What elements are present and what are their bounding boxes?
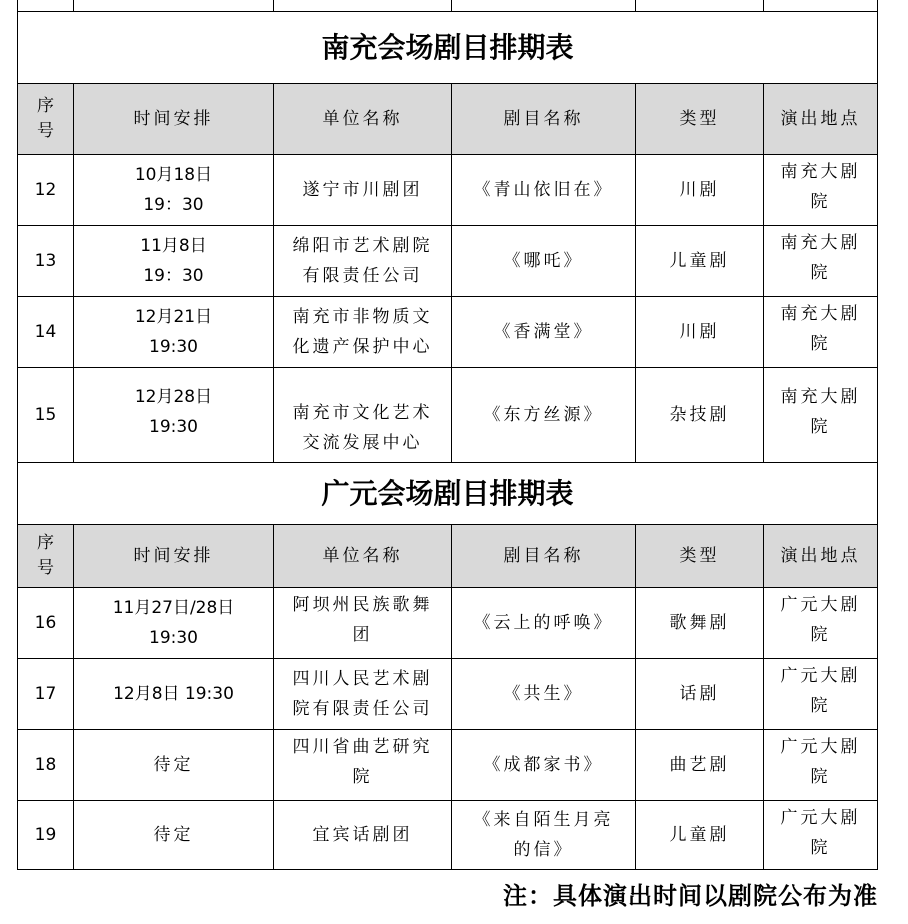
row-venue [764, 226, 878, 297]
org-line-1: 四川省曲艺研究 [292, 737, 433, 757]
row-time: 待定 [74, 730, 274, 801]
row-venue [764, 368, 878, 463]
cell [636, 0, 764, 12]
venue-line-2: 院 [810, 263, 831, 283]
time-line-2: 19：30 [143, 195, 204, 215]
header-play: 剧目名称 [452, 525, 636, 588]
nanchong-section-title: 南充会场剧目排期表 [18, 12, 878, 84]
time-line-1: 11月8日 [140, 236, 207, 256]
time-line-1: 12月21日 [134, 307, 213, 327]
header-type: 类型 [636, 84, 764, 155]
header-type: 类型 [636, 525, 764, 588]
row-play [452, 801, 636, 870]
org-line-1: 阿坝州民族歌舞 [292, 595, 433, 615]
org-line-1: 绵阳市艺术剧院 [292, 236, 433, 256]
org-line-2: 化遗产保护中心 [292, 337, 433, 357]
row-no: 12 [18, 155, 74, 226]
table-row [18, 801, 878, 870]
row-time: 12月8日 19:30 [74, 659, 274, 730]
row-venue [764, 730, 878, 801]
org-line-2: 院 [352, 767, 373, 787]
table-row [18, 730, 878, 801]
org-line-1: 南充市非物质文 [292, 307, 433, 327]
venue-line-2: 院 [810, 417, 831, 437]
row-org [274, 730, 452, 801]
cell [764, 0, 878, 12]
row-type: 儿童剧 [636, 226, 764, 297]
table-row [18, 659, 878, 730]
header-venue: 演出地点 [764, 525, 878, 588]
previous-section-row [18, 0, 878, 12]
play-line-2: 的信》 [513, 840, 574, 860]
table-row [18, 368, 878, 463]
guangyuan-title-row [18, 463, 878, 525]
venue-line-2: 院 [810, 838, 831, 858]
nanchong-header-row [18, 84, 878, 155]
row-org [274, 659, 452, 730]
row-play: 《青山依旧在》 [452, 155, 636, 226]
venue-line-1: 南充大剧 [780, 304, 861, 324]
venue-line-1: 广元大剧 [780, 595, 861, 615]
row-venue [764, 659, 878, 730]
row-type: 话剧 [636, 659, 764, 730]
time-line-2: 19:30 [149, 337, 198, 357]
row-time [74, 368, 274, 463]
row-type: 杂技剧 [636, 368, 764, 463]
header-venue: 演出地点 [764, 84, 878, 155]
cell [18, 0, 74, 12]
row-no: 14 [18, 297, 74, 368]
row-org [274, 368, 452, 463]
row-type: 儿童剧 [636, 801, 764, 870]
row-type: 川剧 [636, 155, 764, 226]
row-no: 15 [18, 368, 74, 463]
org-line-1: 南充市文化艺术 [292, 403, 433, 423]
row-no: 17 [18, 659, 74, 730]
row-venue [764, 801, 878, 870]
row-play: 《东方丝源》 [452, 368, 636, 463]
row-type: 川剧 [636, 297, 764, 368]
row-time [74, 588, 274, 659]
row-venue [764, 588, 878, 659]
time-line-2: 19:30 [149, 417, 198, 437]
org-line-1: 遂宁市川剧团 [302, 180, 423, 200]
org-line-2: 院有限责任公司 [292, 699, 433, 719]
row-venue [764, 155, 878, 226]
venue-line-2: 院 [810, 767, 831, 787]
venue-line-1: 南充大剧 [780, 162, 861, 182]
cell [274, 0, 452, 12]
row-type: 曲艺剧 [636, 730, 764, 801]
guangyuan-header-row [18, 525, 878, 588]
table-row [18, 588, 878, 659]
row-type: 歌舞剧 [636, 588, 764, 659]
cell [74, 0, 274, 12]
row-venue [764, 297, 878, 368]
row-time [74, 297, 274, 368]
schedule-body [18, 0, 878, 870]
guangyuan-section-title: 广元会场剧目排期表 [18, 463, 878, 525]
play-line-1: 《来自陌生月亮 [473, 810, 614, 830]
row-no: 19 [18, 801, 74, 870]
header-seq [18, 525, 74, 588]
time-line-1: 12月28日 [134, 387, 213, 407]
header-org: 单位名称 [274, 84, 452, 155]
row-org [274, 155, 452, 226]
header-org: 单位名称 [274, 525, 452, 588]
header-time: 时间安排 [74, 84, 274, 155]
row-time [74, 155, 274, 226]
row-no: 13 [18, 226, 74, 297]
table-row [18, 155, 878, 226]
venue-line-2: 院 [810, 625, 831, 645]
time-line-1: 10月18日 [134, 165, 213, 185]
row-no: 18 [18, 730, 74, 801]
venue-line-2: 院 [810, 696, 831, 716]
org-line-1: 四川人民艺术剧 [292, 669, 433, 689]
header-play: 剧目名称 [452, 84, 636, 155]
venue-line-1: 广元大剧 [780, 808, 861, 828]
org-line-2: 交流发展中心 [302, 433, 423, 453]
venue-line-1: 广元大剧 [780, 737, 861, 757]
row-org [274, 588, 452, 659]
row-play: 《哪吒》 [452, 226, 636, 297]
cell [452, 0, 636, 12]
row-play: 《成都家书》 [452, 730, 636, 801]
venue-line-1: 广元大剧 [780, 666, 861, 686]
row-time: 待定 [74, 801, 274, 870]
venue-line-1: 南充大剧 [780, 387, 861, 407]
header-time: 时间安排 [74, 525, 274, 588]
venue-line-1: 南充大剧 [780, 233, 861, 253]
row-play: 《共生》 [452, 659, 636, 730]
venue-line-2: 院 [810, 334, 831, 354]
header-seq [18, 84, 74, 155]
schedule-table [17, 0, 878, 870]
org-line-2: 团 [352, 625, 373, 645]
header-seq-text: 序号 [37, 96, 54, 141]
header-seq-text: 序号 [37, 533, 54, 578]
row-play: 《香满堂》 [452, 297, 636, 368]
row-org: 宜宾话剧团 [274, 801, 452, 870]
row-time [74, 226, 274, 297]
table-row [18, 297, 878, 368]
venue-line-2: 院 [810, 192, 831, 212]
table-row [18, 226, 878, 297]
org-line-2: 有限责任公司 [302, 266, 423, 286]
time-line-1: 11月27日/28日 [112, 598, 235, 618]
row-org [274, 297, 452, 368]
time-line-2: 19:30 [149, 628, 198, 648]
row-play: 《云上的呼唤》 [452, 588, 636, 659]
row-no: 16 [18, 588, 74, 659]
footnote: 注：具体演出时间以剧院公布为准 [503, 881, 878, 910]
time-line-2: 19：30 [143, 266, 204, 286]
nanchong-title-row [18, 12, 878, 84]
row-org [274, 226, 452, 297]
